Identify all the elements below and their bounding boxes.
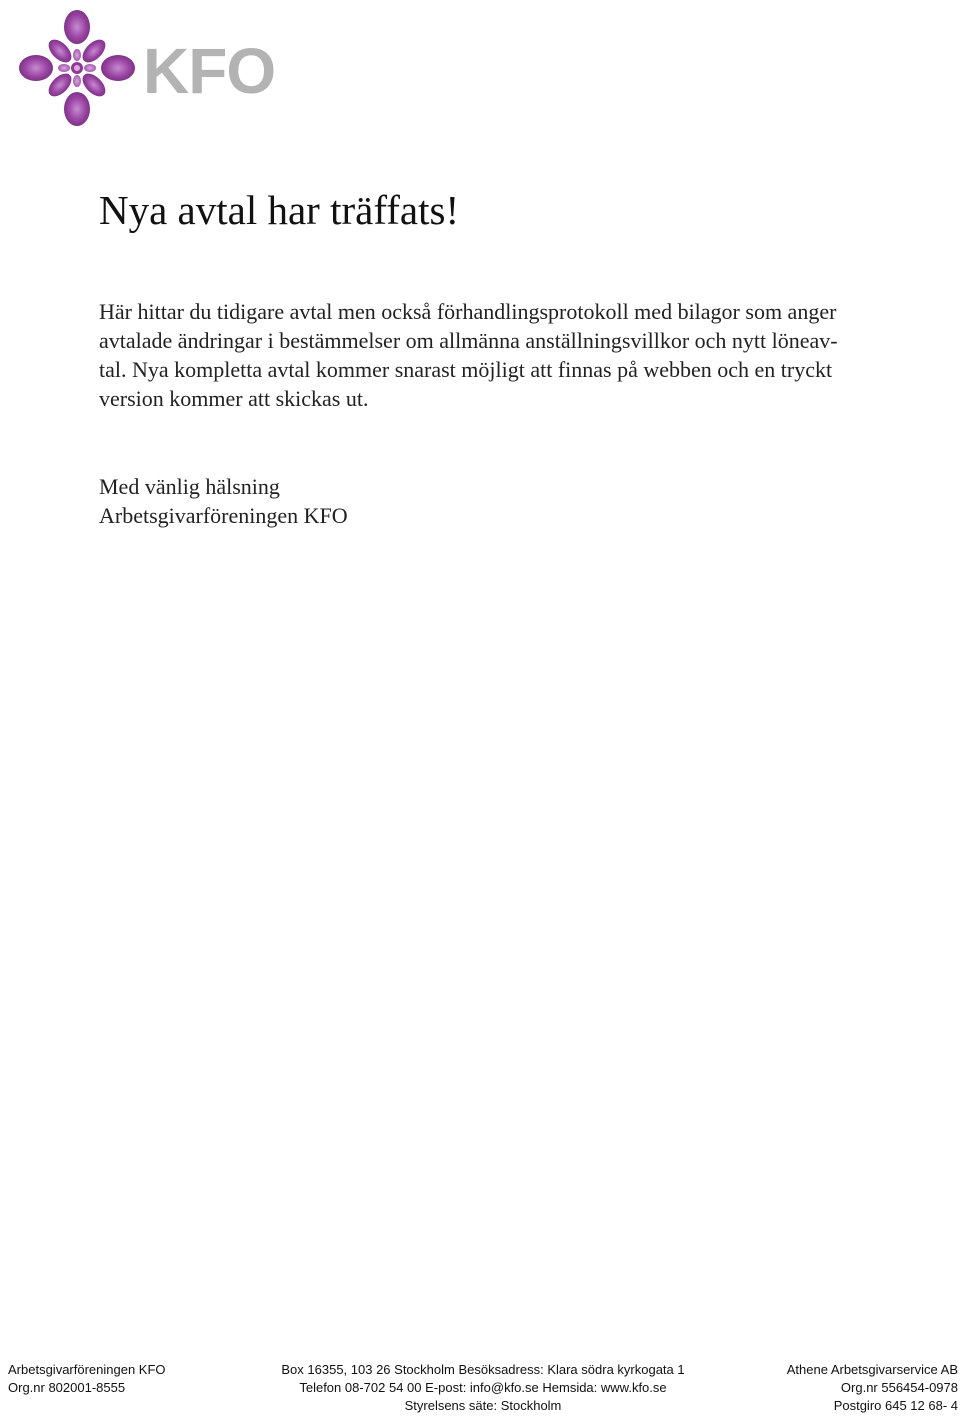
footer-company-org-nr: Org.nr 556454-0978	[840, 1380, 958, 1395]
body-line: Här hittar du tidigare avtal men också förhandlingsprotokoll med bilagor som anger	[99, 299, 837, 324]
closing-greeting: Med vänlig hälsning	[99, 474, 280, 499]
logo-wordmark: KFO	[143, 35, 276, 107]
closing	[99, 472, 348, 530]
body-line: version kommer att skickas ut.	[99, 386, 369, 411]
footer-org-nr: Org.nr 802001-8555	[8, 1380, 126, 1395]
page-title: Nya avtal har träffats!	[99, 187, 460, 233]
kfo-logo-graphic	[0, 0, 300, 135]
body-line: tal. Nya kompletta avtal kommer snarast möjligt att finnas på webben och en tryckt	[99, 357, 833, 382]
body-line: avtalade ändringar i bestämmelser om allmänna anställningsvillkor och nytt löneav-	[99, 328, 838, 353]
body-paragraph	[99, 297, 889, 413]
footer-postgiro: Postgiro 645 12 68- 4	[833, 1398, 958, 1413]
footer-org-name: Arbetsgivarföreningen KFO	[8, 1362, 166, 1377]
closing-signature: Arbetsgivarföreningen KFO	[99, 503, 348, 528]
footer-company: Athene Arbetsgivarservice AB	[786, 1362, 958, 1377]
footer-left	[8, 1361, 166, 1397]
flower-icon	[19, 10, 135, 126]
kfo-logo	[0, 0, 300, 135]
footer-contact: Telefon 08-702 54 00 E-post: info@kfo.se Hemsida: www.kfo.se	[299, 1380, 667, 1395]
footer-seat: Styrelsens säte: Stockholm	[404, 1398, 562, 1413]
footer-right	[787, 1361, 958, 1415]
footer-address: Box 16355, 103 26 Stockholm Besöksadress: Klara södra kyrkogata 1	[281, 1362, 685, 1377]
footer	[0, 1361, 960, 1417]
footer-center	[281, 1361, 684, 1415]
